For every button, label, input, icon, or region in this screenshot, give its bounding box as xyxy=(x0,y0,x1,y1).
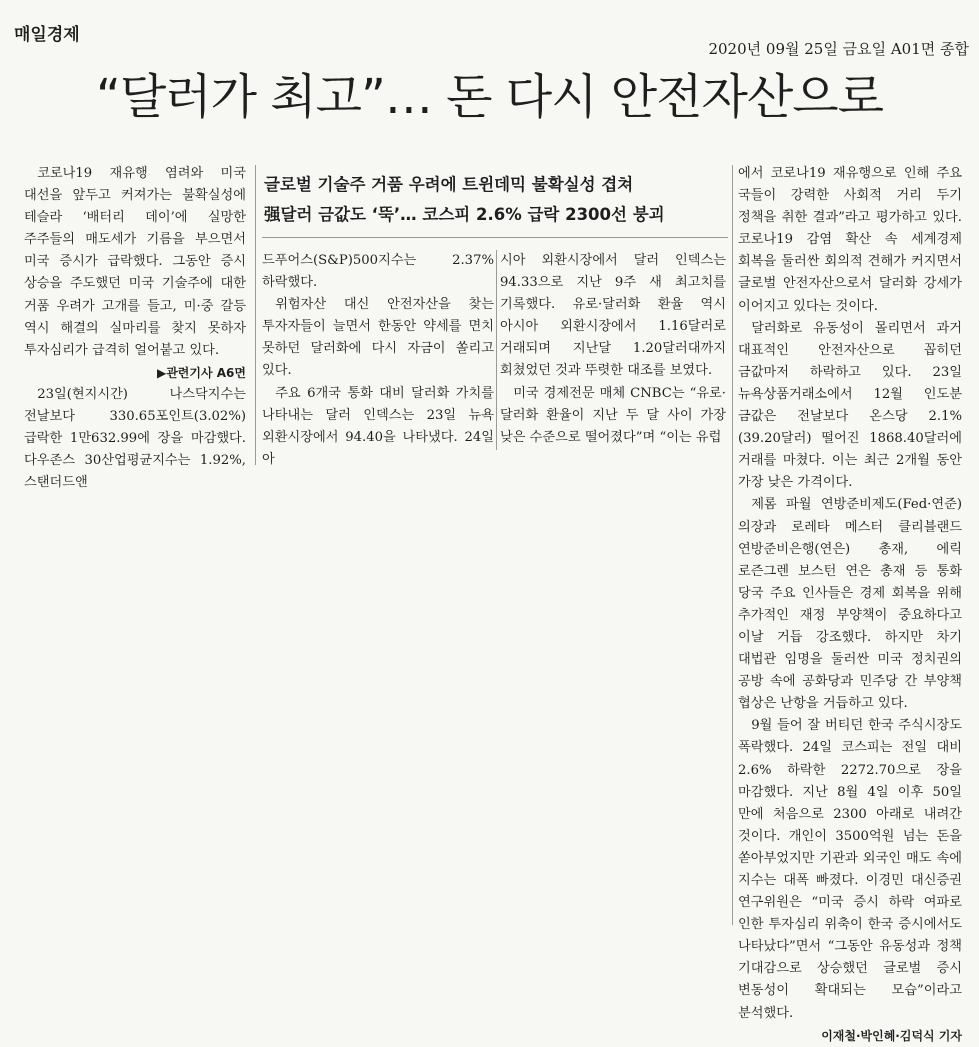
article-paragraph: 23일(현지시간) 나스닥지수는 전날보다 330.65포인트(3.02%) 급락한 1만632.99에 장을 마감했다. 다우존스 30산업평균지수는 1.92%, 스탠더드앤 xyxy=(24,386,246,491)
article-paragraph: 달러화로 유동성이 몰리면서 과거 대표적인 안전자산으로 꼽히던 금값마저 하락하고 있다. 23일 뉴욕상품거래소에서 12월 인도분 금값은 전날보다 온스당 2.1%(39.20달러) 떨어진 1868.40달러에 거래를 마쳤다. 이는 최근 2개월 동안 가장 낮은 가격이다. xyxy=(738,320,962,491)
article-column-1 xyxy=(24,163,246,494)
article-paragraph: 에서 코로나19 재유행으로 인해 주요 국들이 강력한 사회적 거리 두기 정책을 취한 결과”라고 평가하고 있다. 코로나19 감염 확산 속 세계경제 회복을 둘러싼 회의적 견해가 커지면서 글로벌 안전자산으로서 달러화 강세가 이어지고 있다는 것이다. xyxy=(738,166,962,314)
subheadline-2: 强달러 금값도 ‘뚝’… 코스피 2.6% 급락 2300선 붕괴 xyxy=(264,205,665,224)
subheadline-rule xyxy=(262,237,728,238)
subheadline-1: 글로벌 기술주 거품 우려에 트윈데믹 불확실성 겹쳐 xyxy=(264,175,634,194)
column-divider xyxy=(496,250,497,450)
dateline: 2020년 09월 25일 금요일 A01면 종합 xyxy=(708,40,969,58)
byline: 이재철·박인혜·김덕식 기자 xyxy=(821,1028,962,1043)
article-column-3 xyxy=(500,250,726,449)
article-paragraph: 코로나19 재유행 염려와 미국 대선을 앞두고 커져가는 불확실성에 테슬라 ‘배터리 데이’에 실망한 주주들의 매도세가 기름을 부으면서 미국 증시가 급락했다. 그동안 증시 상승을 주도했던 미국 기술주에 대한 거품 우려가 고개를 들고, 미·중 갈등 역시 해결의 실마리를 찾지 못하자 투자심리가 급격히 얼어붙고 있다. xyxy=(24,166,246,358)
article-paragraph: 드푸어스(S&P)500지수는 2.37% 하락했다. xyxy=(262,253,494,291)
article-paragraph: 미국 경제전문 매체 CNBC는 “유로·달러화 환율이 지난 두 달 사이 가장 낮은 수준으로 떨어졌다”며 “이는 유럽 xyxy=(500,385,726,445)
column-divider xyxy=(732,165,733,925)
article-paragraph: 제롬 파월 연방준비제도(Fed·연준) 의장과 로레타 메스터 클리블랜드 연방준비은행(연은) 총재, 에릭 로즌그렌 보스턴 연은 총재 등 통화 당국 주요 인사들은 경제 회복을 위해 추가적인 재정 부양책이 중요하다고 이날 거듭 강조했다. 하지만 차기 대법관 임명을 둘러싼 미국 정치권의 공방 속에 공화당과 민주당 간 부양책 협상은 난항을 거듭하고 있다. xyxy=(738,497,962,712)
article-paragraph: 위험자산 대신 안전자산을 찾는 투자자들이 늘면서 한동안 약세를 면치 못하던 달러화에 다시 자금이 쏠리고 있다. xyxy=(262,297,494,379)
column-divider xyxy=(255,165,256,465)
article-column-2 xyxy=(262,250,494,471)
article-column-4 xyxy=(738,163,962,1047)
headline: “달러가 최고”… 돈 다시 안전자산으로 xyxy=(96,69,883,125)
related-article-link[interactable]: ▶관련기사 A6면 xyxy=(156,365,246,380)
article-paragraph: 9월 들어 잘 버티던 한국 주식시장도 폭락했다. 24일 코스피는 전일 대비 2.6% 하락한 2272.70으로 장을 마감했다. 지난 8월 4일 이후 50일 만에 처음으로 2300 아래로 내려간 것이다. 개인이 3500억원 넘는 돈을 쏟아부었지만 기관과 외국인 매도 속에 지수는 대폭 빠졌다. 이경민 대신증권 연구위원은 “미국 증시 하락 여파로 인한 투자심리 위축이 한국 증시에서도 나타났다”면서 “그동안 유동성과 정책 기대감으로 상승했던 글로벌 증시 변동성이 확대되는 모습”이라고 분석했다. xyxy=(738,718,962,1021)
article-paragraph: 주요 6개국 통화 대비 달러화 가치를 나타내는 달러 인덱스는 23일 뉴욕 외환시장에서 94.40을 나타냈다. 24일 아 xyxy=(262,385,494,467)
article-paragraph: 시아 외환시장에서 달러 인덱스는 94.33으로 지난 9주 새 최고치를 기록했다. 유로·달러화 환율 역시 아시아 외환시장에서 1.16달러로 거래되며 지난달 1.20달러대까지 회쳤었던 것과 뚜렷한 대조를 보였다. xyxy=(500,253,726,379)
paper-name: 매일경제 xyxy=(14,25,80,45)
